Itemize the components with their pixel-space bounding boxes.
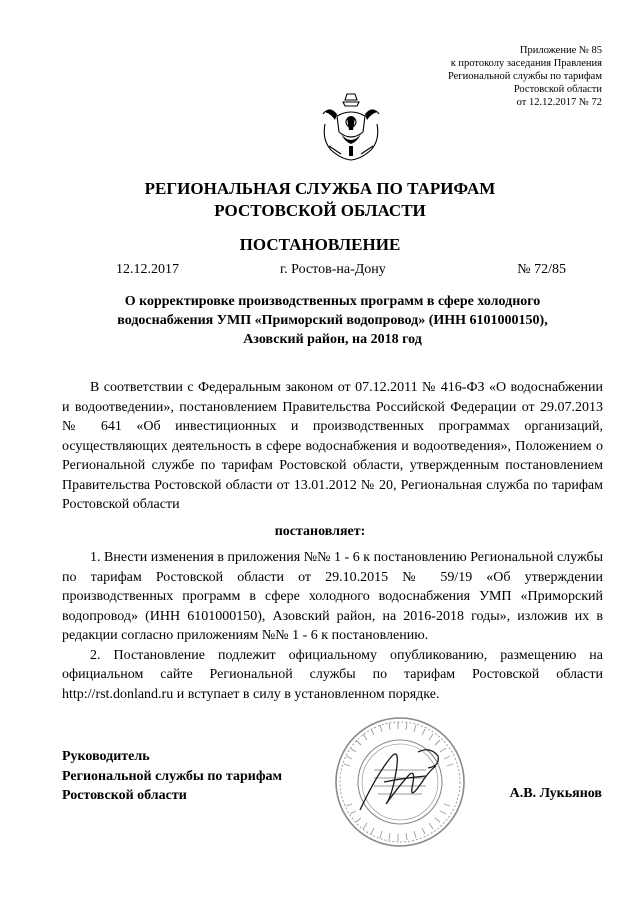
document-number: № 72/85	[517, 262, 566, 277]
annex-line: к протоколу заседания Правления	[450, 58, 602, 69]
signer-title-line-3: Ростовской области	[62, 788, 187, 803]
annex-line: Приложение № 85	[519, 45, 602, 56]
official-seal-icon	[330, 712, 470, 852]
decides-heading: постановляет:	[274, 524, 366, 539]
document-subject	[62, 292, 603, 349]
annex-line: от 12.12.2017 № 72	[516, 97, 602, 108]
subject-line-2: водоснабжения УМП «Приморский водопровод» (ИНН 6101000150),	[117, 313, 548, 328]
annex-line: Ростовской области	[513, 84, 602, 95]
org-line-1: РЕГИОНАЛЬНАЯ СЛУЖБА ПО ТАРИФАМ	[144, 179, 496, 198]
document-date: 12.12.2017	[116, 262, 179, 277]
document-type: ПОСТАНОВЛЕНИЕ	[239, 235, 401, 254]
coat-of-arms-icon	[319, 90, 383, 162]
resolution-item-1: 1. Внести изменения в приложения №№ 1 - 6 к постановлению Региональной службы по тарифам Ростовской области от 29.10.2015 № 59/19 «Об утверждении производственных программ в сфере холодного водоснабжения УМП «Приморский водопровод» (ИНН 6101000150), Азовский район, на 2016-2018 годы», изложив их в редакции согласно приложениям №№ 1 - 6 к постановлению.	[62, 550, 603, 643]
signer-name: А.В. Лукьянов	[509, 786, 602, 801]
subject-line-3: Азовский район, на 2018 год	[243, 332, 422, 347]
annex-block	[448, 44, 602, 109]
org-line-2: РОСТОВСКОЙ ОБЛАСТИ	[214, 201, 426, 220]
preamble-section	[62, 378, 603, 515]
resolution-items	[62, 548, 603, 704]
preamble-paragraph: В соответствии с Федеральным законом от 07.12.2011 № 416-ФЗ «О водоснабжении и водоотведении», постановлением Правительства Российской Федерации от 29.07.2013 № 641 «Об инвестиционных и производственных программах организаций, осуществляющих деятельность в сфере водоснабжения и водоотведения», Положением о Региональной службе по тарифам Ростовской области, утвержденным постановлением Правительства Ростовской области от 13.01.2012 № 20, Региональная служба по тарифам Ростовской области	[62, 380, 603, 512]
document-dateline	[116, 262, 566, 280]
document-place: г. Ростов-на-Дону	[280, 262, 386, 277]
annex-line: Региональной службы по тарифам	[447, 71, 602, 82]
handwritten-signature-icon	[360, 750, 438, 810]
organization-title	[0, 178, 640, 222]
signer-title	[62, 747, 282, 806]
signer-title-line-2: Региональной службы по тарифам	[62, 768, 283, 784]
signer-title-line-1: Руководитель	[62, 749, 150, 764]
resolution-item-2: 2. Постановление подлежит официальному опубликованию, размещению на официальном сайте Региональной службы по тарифам Ростовской области http://rst.donland.ru и вступает в силу в установленном порядке.	[62, 647, 603, 702]
subject-line-1: О корректировке производственных программ в сфере холодного	[124, 294, 541, 309]
